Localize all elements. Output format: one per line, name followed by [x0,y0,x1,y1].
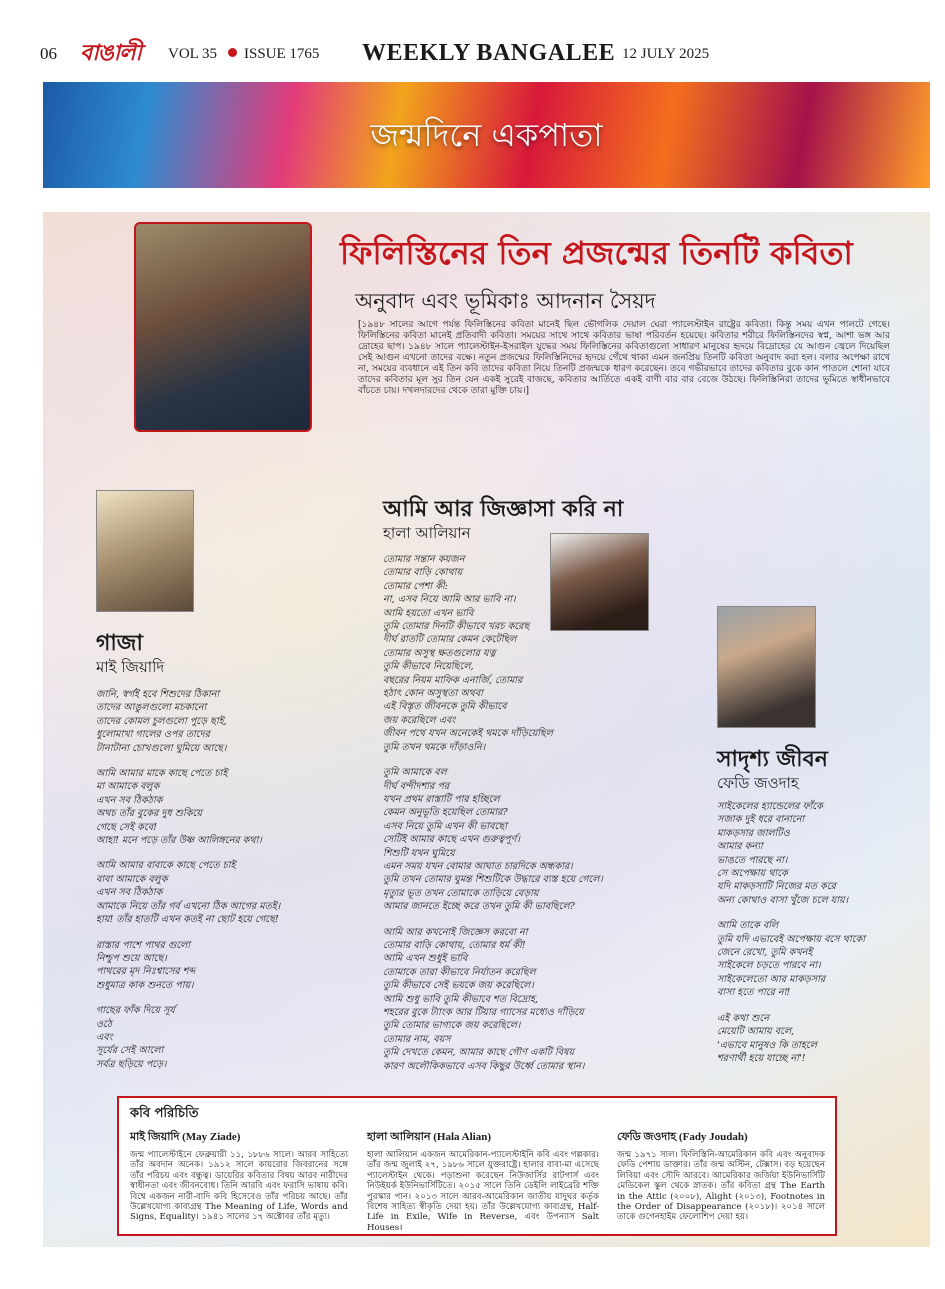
poem-line: তুমি তখন থমকে দাঁড়াওনি। [383,741,486,753]
poem-line: যখন প্রথম রাস্তাটি পার হচ্ছিলে [383,793,500,805]
poem-title-gaza: গাজা [96,631,143,656]
poem-line: তুমি কীভাবে নিয়েছিলে, [383,661,474,673]
poem-line: শিশুটি যখন ঘুমিয়ে [383,847,455,859]
poem-stanza [96,688,336,755]
poem-body-hala [383,553,643,1085]
poem-line: হায়! তাঁর হাতটি এখন কতই না ছোট হয়ে গেছে! [96,914,279,926]
poem-line: তুমি তোমার দিনটি কীভাবে খরচ করেছ [383,621,530,633]
poem-line: শহরের বুকে ট্যাংক আর টিয়ার গ্যাসের মধ্যেও দাঁড়িয়ে [383,1007,584,1018]
poem-line: সূর্যের সেই আলো [96,1045,164,1057]
poem-line: তোমার সন্তান কয়জন [383,554,465,565]
bio-hala-alian [367,1128,599,1233]
bio-text: হালা আলিয়ান একজন আমেরিকান-প্যালেস্টাইনি কবি এবং গল্পকার। তাঁর জন্ম জুলাই ২৭, ১৯৮৬ সালে যুক্তরাষ্ট্রে। হালার বাবা-মা এসেছে প্যালেস্টাইন থেকে। পড়াশুনা করেছেন নিউজার্সির রাটগার্স এবং নিউইয়র্ক ইউনিভার্সিটিতে। ২০১৫ সালে তিনি ডেইলি লাইব্রেরি শক্তি পুরস্কার পান। ২০১৩ সালে আরব-আমেরিকান জাতীয় যাদুঘর কর্তৃক বিশেষ সাহিত্য স্বীকৃতি দেয়া হয়। তাঁর উল্লেখযোগ্য কাব্যগ্রন্থ, Half-Life in Exile, Wife in Reverse, এবং উপন্যাস Salt Houses। [367,1150,599,1233]
poem-line: তাদের আঙুলগুলো মচকানো [96,702,207,714]
poem-line: কেমন অনুভূতি হয়েছিল তোমার? [383,807,508,819]
poem-line: এই কথা শুনে [717,1012,769,1024]
poem-line: আমি আর কখনোই জিজ্ঞেস করবো না [383,926,528,938]
poem-line: সে অপেক্ষায় থাকে [717,868,788,880]
poem-line: সজাক দুই ধরে বানানো [717,814,805,826]
poem-stanza [717,919,917,999]
poem-line: ওঠে [96,1018,113,1030]
page-number: 06 [40,44,57,63]
article-title: ফিলিস্তিনের তিন প্রজন্মের তিনটি কবিতা [340,234,853,272]
poem-line: আহা! মনে পড়ে তাঁর উষ্ণ আলিঙ্গনের কথা। [96,835,262,847]
poem-line: অন্য কোথাও বাসা খুঁজে চলে যায়। [717,894,849,906]
poem-line: তুমি যদি এভাবেই অপেক্ষায় বসে থাকো [717,933,866,945]
poem-line: এখন সব ঠিকঠাক [96,794,163,806]
poem-line: তুমি দেখতে কেমন, আমার কাছে গৌণ একটি বিষয় [383,1047,575,1059]
poem-line: মা আমাকে বলুক [96,781,160,793]
poem-line: বাসা হতে পারে না! [717,987,791,999]
poem-title-hala: আমি আর জিজ্ঞাসা করি না [383,497,624,522]
poem-line: অথচ তাঁর বুকের দুধ শুকিয়ে [96,808,202,820]
poem-line: পাথরের মৃদ নিঃশ্বাসের শব্দ [96,966,196,978]
bio-heading: কবি পরিচিতি [130,1106,199,1121]
poem-line: তোমার পেশা কী: [383,580,448,592]
poem-line: আমি আমার বাবাকে কাছে পেতে চাই [96,860,236,872]
poem-author-may-ziade: মাই জিয়াদি [96,658,165,676]
bio-name: মাই জিয়াদি (May Ziade) [130,1131,241,1143]
poem-line: ধুলোমাখা গালের ওপর তাদের [96,729,210,741]
poem-line: গাছের ফাঁক দিয়ে সূর্য [96,1005,175,1017]
poem-line: সর্বত্র ছড়িয়ে পড়ে। [96,1058,167,1070]
poem-line: জয় করেছিলে এবং [383,714,456,726]
poem-line: তাদের কোমল চুলগুলো পুড়ে ছাই, [96,715,227,727]
poem-line: বছরের নিয়ম মাফিক এনার্জি, তোমার [383,674,523,686]
poem-stanza [717,1012,917,1066]
translator-photo [134,222,312,432]
issue-label: ISSUE 1765 [244,46,320,62]
poem-line: সাইকেলের হ্যান্ডেলের ফাঁকে [717,801,823,812]
poem-line: আমাকে নিয়ে তাঁর গর্ব এখনো ঠিক আগের মতই। [96,900,281,912]
poem-line: এসব নিয়ে তুমি এখন কী ভাবছো [383,820,507,832]
poem-line: যদি মাকড়সাটি নিজের মত করে [717,881,836,893]
poem-line: তোমার বাড়ি কোথায় [383,567,463,579]
poem-title-fady: সাদৃশ্য জীবন [717,747,828,772]
publication-logo: বাঙালী [80,41,141,66]
poem-stanza [96,859,336,926]
poem-line: আমি এখন শুধুই ভাবি [383,953,468,965]
poem-stanza [383,766,643,913]
poem-body-fady [717,800,917,1077]
poem-line: টানাটানা চোখগুলো ঘুমিয়ে আছে। [96,742,227,754]
bio-name: হালা আলিয়ান (Hala Alian) [367,1131,492,1143]
section-title: জন্মদিনে একপাতা [370,116,603,154]
poem-line: আমি আমার মাকে কাছে পেতে চাই [96,768,228,780]
article-intro: [১৯৪৮ সালের আগে পর্যন্ত ফিলিস্তিনের কবিতা মানেই ছিল ভৌগলিক দেয়াল ঘেরা প্যালেস্টাইন রাষ্ট্রের কবিতা। কিন্তু সময় এখন পালটে গেছে। ফিলিস্তিনের কবিতা মানেই প্রতিবাদী কবিতা। সময়ের সাথে সাথে কবিতার ভাষা পরিবর্তন হয়েছে। কবিতার শরীরে ফিলিস্তিনদের স্বপ্ন, আশা ভঙ্গ আর দ্রোহের ছাপ। ১৯৪৮ সালে প্যালেস্টাইন-ইসরাইল যুদ্ধের সময় ফিলিস্তিনের কবিতাগুলো সাধারণ মানুষের হৃদয়ে বিদ্রোহের যে আগুন জ্বেলে দিয়েছিল সেই আগুন এখনো তাদের বক্ষে। নতুন প্রজন্মের ফিলিস্তিনিদের হৃদয়ে গেঁথে থাকা এমন জনপ্রিয় তিনটি কবিতা অনুবাদ করা হল। বলার অপেক্ষা রাখে না, সময়ের ব্যবধানে এই তিন কবি তাদের কবিতা নিয়ে তিনটি প্রজন্মকে ধারণ করেছেন। তবে গভীরভাবে তাদের কবিতার বুকে কান পাতলে শোনা যাবে তাদের কবিতার মূল সুর তিন যেন একই সুরেই বাজছে, কবিতার আর্তিতে একই বাণী বার বার বেজে উঠছে। ফিলিস্তিনিরা তাদের ভূমিতে স্বাধীনভাবে বাঁচতে চায়। দখলদারদের থেকে তারা মুক্তি চায়।] [358,320,890,396]
poem-line: না, এসব নিয়ে আমি আর ভাবি না। [383,594,516,606]
separator-dot-icon [228,48,237,57]
poem-line: তোমার অসুস্থ ক্ষতগুলোর যত্ন [383,647,496,659]
poem-stanza [96,939,336,993]
poem-stanza [96,767,336,847]
poem-stanza [383,926,643,1073]
poem-line: সাইকেলে চড়তে পারবে না। [717,960,821,972]
bio-text: জন্ম প্যালেস্টাইনে ফেব্রুয়ারী ১১, ১৮৮৬ সালে। আরব সাহিত্যে তাঁর অবদান অনেক। ১৯১২ সালে কায়রোর জিবরানের সঙ্গে তাঁর পরিচয় এবং বন্ধুত্ব। ডায়েরির কবিতার বিষয় আরব নারীদের স্বাধীনতা এবং জীবনবোধ। তিনি আরবি এবং ফরাসি ভাষায় কবি। বিশ্বে একজন নারী-বাদি কবি হিসেবেও তাঁর পরিচয় আছে। তাঁর উল্লেখযোগ্য কাব্যগ্রন্থ The Meaning of Life, Words and Signs, Equality। ১৯৪১ সালের ১৭ অক্টোবর তাঁর মৃত্যু। [130,1150,348,1223]
poem-stanza [96,1004,336,1071]
poem-line: জানি, স্বর্গই হবে শিশুদের ঠিকানা [96,689,220,700]
poem-line: জীবন পথে যখন অনেকেই থমকে দাঁড়িয়েছিল [383,728,553,740]
poem-line: মেয়েটি আমায় বলে, [717,1026,795,1038]
poem-line: জেনে রেখো, তুমি কখনই [717,947,813,959]
poem-author-hala-alian: হালা আলিয়ান [383,524,471,542]
poem-line: দীর্ঘ বন্দীদশার পর [383,780,450,792]
poet-photo-may-ziade [96,490,194,612]
poem-line: তুমি কীভাবে সেই ভয়কে জয় করেছিলে। [383,980,534,992]
poem-line: আমি তাকে বলি [717,920,779,932]
poem-author-fady-joudah: ফেডি জওদাহ [717,774,799,792]
poem-stanza [717,800,917,907]
poem-line: তোমার নাম, বয়স [383,1033,451,1045]
poem-stanza [383,553,643,754]
poem-line: তোমাকে তারা কীভাবে নির্যাতন করেছিল [383,966,536,978]
issue-date: 12 JULY 2025 [622,46,710,62]
poem-line: হঠাৎ কোন অসুস্থতা অথবা [383,688,483,700]
poem-line: কারণ অলৌকিকভাবে এসব কিছুর উর্ধ্বে তোমার স্থান। [383,1060,585,1072]
poem-line: আমি হয়তো এখন ভাবি [383,607,474,619]
poem-line: এই বিস্তৃত জীবনকে তুমি কীভাবে [383,701,507,713]
bio-fady-joudah [617,1128,825,1223]
poem-line: নিশ্চুপ শুয়ে আছে। [96,952,167,964]
poem-line: তোমার বাড়ি কোথায়, তোমার ধর্ম কী! [383,939,526,951]
article-subtitle: অনুবাদ এবং ভূমিকাঃ আদনান সৈয়দ [355,289,656,313]
poem-line: 'এভাবে মানুষও কি তাহলে [717,1039,817,1051]
poem-line: মৃত্যুর ভূত তখন তোমাকে তাড়িয়ে বেড়ায় [383,887,539,899]
poem-line: গেছে সেই কবে! [96,821,157,833]
poet-photo-fady-joudah [717,606,816,728]
poem-body-gaza [96,688,336,1083]
poem-line: শরণার্থী হয়ে যাচ্ছে না'! [717,1052,806,1064]
poem-line: আমার কন্যা [717,841,763,853]
poem-line: রাস্তার পাশে পাথর গুলো [96,939,191,951]
section-banner [43,82,930,188]
volume-label: VOL 35 [168,46,218,62]
bio-may-ziade [130,1128,348,1223]
poem-line: শুধুমাত্র কাক শুনতে পায়। [96,979,194,991]
publication-name: WEEKLY BANGALEE [362,40,616,66]
bio-name: ফেডি জওদাহ (Fady Joudah) [617,1131,748,1143]
poem-line: বাবা আমাকে বলুক [96,873,168,885]
poem-line: আমি শুধু ভাবি তুমি কীভাবে শত বিদ্রোহ, [383,993,539,1005]
poem-line: এখন সব ঠিকঠাক [96,887,163,899]
poem-line: তুমি তোমার ভাগ্যকে জয় করেছিলে। [383,1020,521,1032]
poem-line: ভাঙতে পারছে না। [717,854,788,866]
poem-line: সাইকেলেতো আর মাকড়সার [717,973,826,985]
poem-line: তুমি আমাকে বল [383,767,447,779]
poem-line: আমার জানতে ইচ্ছে করে তখন তুমি কী ভাবছিলে? [383,901,575,913]
poem-line: সেটিই আমার কাছে এখন গুরুত্বপূর্ণ। [383,834,520,846]
poem-line: এবং [96,1031,113,1043]
poem-line: মাকড়সার জালটিও [717,827,790,839]
poem-line: তুমি তখন তোমার ঘুমন্ত শিশুটিকে উদ্ধারে ব্যস্ত হয়ে গেলে। [383,874,603,886]
poem-line: দীর্ঘ রাতটি তোমার কেমন কেটেছিল [383,634,517,646]
bio-text: জন্ম ১৯৭১ সাল। ফিলিস্তিনি-আমেরিকান কবি এবং অনুবাদক ফেডি পেশায় ডাক্তার। তাঁর জন্ম অস্টিন, টেক্সাস। বড় হয়েছেন লিবিয়া এবং সৌদি আরবে। আমেরিকার জর্জিয়া ইউনিভার্সিটি মেডিকেল স্কুল থেকে স্নাতক। তাঁর কবিতা গ্রন্থ The Earth in the Attic (২০০৮), Alight (২০১৩), Footnotes in the Order of Disappearance (২০১৮)। ২০১৪ সালে তাকে গুগেনহাইম ফেলোশিপ দেয়া হয়। [617,1150,825,1223]
poem-line: এমন সময় যখন বোমার আঘাত চারদিকে অন্ধকার। [383,860,573,872]
